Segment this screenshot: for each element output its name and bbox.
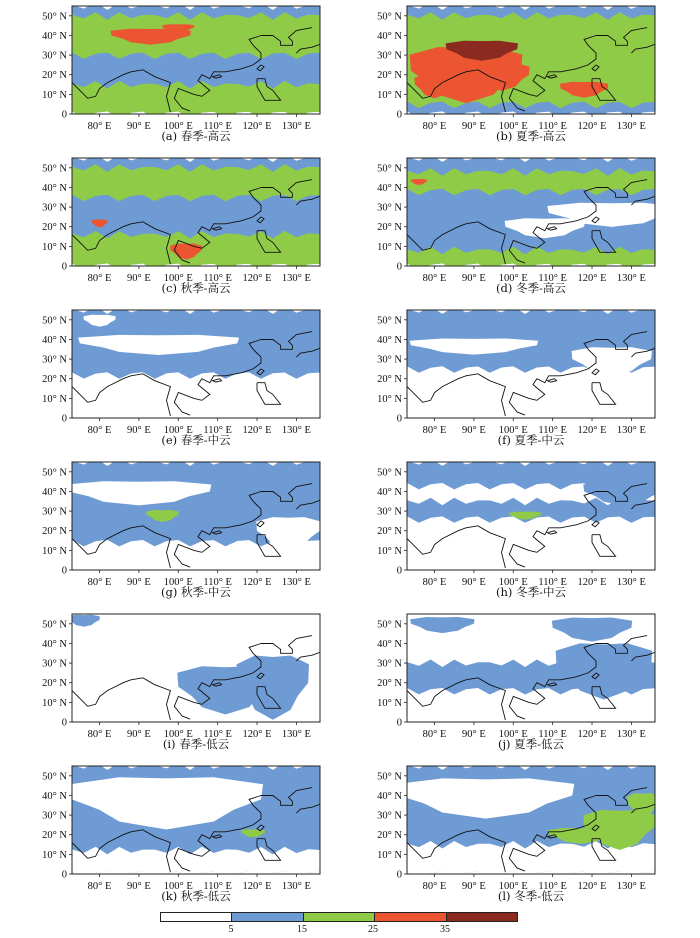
lon-tick-label: 130° E bbox=[616, 273, 646, 284]
lat-tick-label: 0 bbox=[396, 413, 402, 425]
lat-tick-label: 10° N bbox=[42, 89, 67, 101]
colorbar-label-15: 15 bbox=[297, 924, 307, 935]
lat-tick-label: 20° N bbox=[42, 526, 67, 538]
lat-tick-label: 40° N bbox=[42, 638, 67, 650]
colorbar-segment-blue bbox=[232, 913, 303, 921]
cloud-fill-layer bbox=[407, 458, 664, 574]
colorbar-segment-white bbox=[161, 913, 232, 921]
map-panel bbox=[335, 0, 665, 150]
lat-tick-label: 50° N bbox=[42, 467, 67, 479]
lon-tick-label: 90° E bbox=[127, 577, 151, 588]
lon-tick-label: 80° E bbox=[422, 425, 447, 436]
cloud-fill-layer bbox=[72, 154, 320, 270]
lon-tick-label: 120° E bbox=[242, 881, 272, 892]
map-panel bbox=[0, 608, 330, 758]
lat-tick-label: 20° N bbox=[377, 374, 402, 386]
panel-caption: (f) 夏季-中云 bbox=[497, 433, 565, 447]
lon-tick-label: 80° E bbox=[87, 425, 112, 436]
lon-tick-label: 120° E bbox=[242, 273, 272, 284]
lon-tick-label: 100° E bbox=[498, 425, 528, 436]
lat-tick-label: 10° N bbox=[377, 697, 402, 709]
lat-tick-label: 40° N bbox=[377, 182, 402, 194]
lon-tick-label: 130° E bbox=[281, 425, 311, 436]
lat-tick-label: 0 bbox=[61, 109, 67, 121]
lat-tick-label: 0 bbox=[396, 717, 402, 729]
lon-tick-label: 100° E bbox=[163, 577, 193, 588]
lon-tick-label: 120° E bbox=[577, 881, 607, 892]
lat-tick-label: 50° N bbox=[42, 771, 67, 783]
lon-tick-label: 110° E bbox=[203, 577, 232, 588]
colorbar-segment-green bbox=[304, 913, 375, 921]
lon-tick-label: 80° E bbox=[422, 121, 447, 132]
panel-caption: (j) 夏季-低云 bbox=[497, 737, 565, 751]
lat-tick-label: 0 bbox=[61, 565, 67, 577]
lat-tick-label: 30° N bbox=[377, 810, 402, 822]
lat-tick-label: 30° N bbox=[42, 202, 67, 214]
panel-caption: (g) 秋季-中云 bbox=[161, 585, 231, 599]
lon-tick-label: 90° E bbox=[462, 881, 486, 892]
lon-tick-label: 110° E bbox=[538, 881, 567, 892]
lon-tick-label: 120° E bbox=[577, 425, 607, 436]
cloud-fill-layer bbox=[70, 762, 320, 878]
lat-tick-label: 50° N bbox=[42, 315, 67, 327]
lat-tick-label: 30° N bbox=[42, 658, 67, 670]
lat-tick-label: 50° N bbox=[377, 11, 402, 23]
panel-caption: (b) 夏季-高云 bbox=[496, 129, 566, 143]
lon-tick-label: 110° E bbox=[538, 121, 567, 132]
lat-tick-label: 50° N bbox=[377, 315, 402, 327]
cloud-fill-layer bbox=[407, 306, 655, 422]
lat-tick-label: 0 bbox=[396, 109, 402, 121]
lon-tick-label: 80° E bbox=[87, 881, 112, 892]
lat-tick-label: 10° N bbox=[377, 393, 402, 405]
lat-tick-label: 30° N bbox=[42, 354, 67, 366]
lat-tick-label: 40° N bbox=[42, 30, 67, 42]
lon-tick-label: 90° E bbox=[127, 729, 151, 740]
lat-tick-label: 40° N bbox=[42, 182, 67, 194]
lat-tick-label: 50° N bbox=[42, 619, 67, 631]
panel-caption: (k) 秋季-低云 bbox=[161, 889, 231, 903]
lon-tick-label: 80° E bbox=[422, 881, 447, 892]
lon-tick-label: 110° E bbox=[203, 729, 232, 740]
lat-tick-label: 50° N bbox=[42, 11, 67, 23]
lon-tick-label: 130° E bbox=[281, 273, 311, 284]
cloud-fill-layer bbox=[407, 154, 676, 270]
lat-tick-label: 20° N bbox=[377, 830, 402, 842]
panel-caption: (h) 冬季-中云 bbox=[496, 585, 566, 599]
map-panel bbox=[335, 456, 665, 606]
lat-tick-label: 0 bbox=[61, 717, 67, 729]
cloud-fill-layer bbox=[407, 610, 655, 726]
map-panel bbox=[335, 608, 665, 758]
lat-tick-label: 10° N bbox=[42, 545, 67, 557]
lon-tick-label: 110° E bbox=[203, 881, 232, 892]
lon-tick-label: 120° E bbox=[242, 729, 272, 740]
lon-tick-label: 100° E bbox=[498, 273, 528, 284]
lat-tick-label: 0 bbox=[61, 261, 67, 273]
lon-tick-label: 110° E bbox=[538, 577, 567, 588]
cloud-fill-layer bbox=[68, 610, 320, 726]
lat-tick-label: 10° N bbox=[377, 241, 402, 253]
lon-tick-label: 110° E bbox=[538, 273, 567, 284]
lon-tick-label: 90° E bbox=[462, 425, 486, 436]
lat-tick-label: 10° N bbox=[377, 849, 402, 861]
cloud-fill-layer bbox=[67, 458, 321, 574]
lon-tick-label: 80° E bbox=[422, 273, 447, 284]
lon-tick-label: 130° E bbox=[616, 881, 646, 892]
lon-tick-label: 80° E bbox=[87, 577, 112, 588]
lon-tick-label: 130° E bbox=[281, 121, 311, 132]
cloud-fill-layer bbox=[72, 306, 320, 422]
lon-tick-label: 90° E bbox=[127, 273, 151, 284]
lat-tick-label: 30° N bbox=[42, 50, 67, 62]
lon-tick-label: 100° E bbox=[498, 121, 528, 132]
lon-tick-label: 110° E bbox=[203, 425, 232, 436]
lon-tick-label: 100° E bbox=[498, 881, 528, 892]
lon-tick-label: 120° E bbox=[577, 577, 607, 588]
lat-tick-label: 20° N bbox=[42, 70, 67, 82]
colorbar-label-35: 35 bbox=[440, 924, 450, 935]
lon-tick-label: 100° E bbox=[163, 121, 193, 132]
lat-tick-label: 50° N bbox=[377, 619, 402, 631]
lon-tick-label: 130° E bbox=[616, 577, 646, 588]
panel-caption: (a) 春季-高云 bbox=[161, 129, 231, 143]
lon-tick-label: 110° E bbox=[538, 729, 567, 740]
lat-tick-label: 10° N bbox=[42, 393, 67, 405]
panel-caption: (d) 冬季-高云 bbox=[496, 281, 566, 295]
lat-tick-label: 40° N bbox=[377, 790, 402, 802]
lon-tick-label: 100° E bbox=[163, 425, 193, 436]
lon-tick-label: 90° E bbox=[127, 425, 151, 436]
lat-tick-label: 10° N bbox=[42, 697, 67, 709]
panel-caption: (c) 秋季-高云 bbox=[161, 281, 231, 295]
lat-tick-label: 30° N bbox=[377, 506, 402, 518]
lat-tick-label: 30° N bbox=[377, 354, 402, 366]
lat-tick-label: 20° N bbox=[377, 222, 402, 234]
lon-tick-label: 120° E bbox=[577, 121, 607, 132]
lon-tick-label: 130° E bbox=[616, 425, 646, 436]
panel-caption: (i) 春季-低云 bbox=[162, 737, 230, 751]
lat-tick-label: 30° N bbox=[42, 810, 67, 822]
lat-tick-label: 40° N bbox=[42, 334, 67, 346]
lon-tick-label: 100° E bbox=[498, 729, 528, 740]
lat-tick-label: 40° N bbox=[42, 790, 67, 802]
lon-tick-label: 90° E bbox=[462, 729, 486, 740]
map-panel bbox=[335, 760, 665, 910]
lon-tick-label: 90° E bbox=[462, 577, 486, 588]
lon-tick-label: 100° E bbox=[163, 729, 193, 740]
lat-tick-label: 10° N bbox=[42, 241, 67, 253]
lat-tick-label: 30° N bbox=[377, 50, 402, 62]
lon-tick-label: 120° E bbox=[242, 577, 272, 588]
colorbar bbox=[160, 912, 518, 922]
lat-tick-label: 40° N bbox=[377, 334, 402, 346]
lat-tick-label: 10° N bbox=[377, 89, 402, 101]
lat-tick-label: 40° N bbox=[377, 638, 402, 650]
lon-tick-label: 110° E bbox=[203, 273, 232, 284]
map-panel bbox=[0, 0, 330, 150]
lat-tick-label: 30° N bbox=[377, 202, 402, 214]
lat-tick-label: 50° N bbox=[377, 467, 402, 479]
lon-tick-label: 130° E bbox=[281, 729, 311, 740]
lon-tick-label: 120° E bbox=[577, 273, 607, 284]
cloud-fill-layer bbox=[72, 2, 320, 118]
lon-tick-label: 90° E bbox=[127, 881, 151, 892]
lon-tick-label: 100° E bbox=[163, 881, 193, 892]
lat-tick-label: 30° N bbox=[377, 658, 402, 670]
colorbar-segment-red bbox=[375, 913, 446, 921]
lon-tick-label: 80° E bbox=[87, 729, 112, 740]
lon-tick-label: 120° E bbox=[242, 121, 272, 132]
lon-tick-label: 100° E bbox=[163, 273, 193, 284]
lat-tick-label: 40° N bbox=[377, 486, 402, 498]
cloud-band-region bbox=[72, 12, 320, 59]
lon-tick-label: 130° E bbox=[281, 881, 311, 892]
lat-tick-label: 40° N bbox=[42, 486, 67, 498]
map-panel bbox=[335, 152, 665, 302]
colorbar-label-25: 25 bbox=[368, 924, 378, 935]
lat-tick-label: 10° N bbox=[42, 849, 67, 861]
lat-tick-label: 0 bbox=[61, 869, 67, 881]
lat-tick-label: 0 bbox=[396, 869, 402, 881]
lon-tick-label: 80° E bbox=[87, 121, 112, 132]
lat-tick-label: 20° N bbox=[377, 526, 402, 538]
cloud-fill-layer bbox=[397, 762, 659, 878]
lon-tick-label: 110° E bbox=[203, 121, 232, 132]
cloud-fill-layer bbox=[407, 2, 655, 118]
lon-tick-label: 100° E bbox=[498, 577, 528, 588]
lat-tick-label: 40° N bbox=[377, 30, 402, 42]
lon-tick-label: 90° E bbox=[127, 121, 151, 132]
map-panel bbox=[335, 304, 665, 454]
panel-caption: (l) 冬季-低云 bbox=[497, 889, 565, 903]
lon-tick-label: 80° E bbox=[87, 273, 112, 284]
lat-tick-label: 20° N bbox=[42, 678, 67, 690]
lat-tick-label: 30° N bbox=[42, 506, 67, 518]
panel-caption: (e) 春季-中云 bbox=[161, 433, 231, 447]
lon-tick-label: 120° E bbox=[242, 425, 272, 436]
map-panel bbox=[0, 152, 330, 302]
map-panel bbox=[0, 304, 330, 454]
lon-tick-label: 120° E bbox=[577, 729, 607, 740]
map-panel bbox=[0, 760, 330, 910]
lon-tick-label: 80° E bbox=[422, 729, 447, 740]
lon-tick-label: 130° E bbox=[281, 577, 311, 588]
lat-tick-label: 20° N bbox=[42, 830, 67, 842]
lat-tick-label: 50° N bbox=[377, 771, 402, 783]
lat-tick-label: 0 bbox=[396, 261, 402, 273]
lon-tick-label: 130° E bbox=[616, 729, 646, 740]
lat-tick-label: 20° N bbox=[42, 374, 67, 386]
lon-tick-label: 110° E bbox=[538, 425, 567, 436]
lat-tick-label: 20° N bbox=[42, 222, 67, 234]
colorbar-label-5: 5 bbox=[228, 924, 234, 935]
colorbar-segment-darkred bbox=[447, 913, 517, 921]
lat-tick-label: 20° N bbox=[377, 678, 402, 690]
lat-tick-label: 20° N bbox=[377, 70, 402, 82]
map-panel bbox=[0, 456, 330, 606]
lat-tick-label: 0 bbox=[61, 413, 67, 425]
lon-tick-label: 90° E bbox=[462, 273, 486, 284]
lat-tick-label: 50° N bbox=[42, 163, 67, 175]
lon-tick-label: 80° E bbox=[422, 577, 447, 588]
colorbar-legend bbox=[160, 908, 540, 938]
lat-tick-label: 10° N bbox=[377, 545, 402, 557]
lat-tick-label: 0 bbox=[396, 565, 402, 577]
lat-tick-label: 50° N bbox=[377, 163, 402, 175]
lon-tick-label: 90° E bbox=[462, 121, 486, 132]
lon-tick-label: 130° E bbox=[616, 121, 646, 132]
